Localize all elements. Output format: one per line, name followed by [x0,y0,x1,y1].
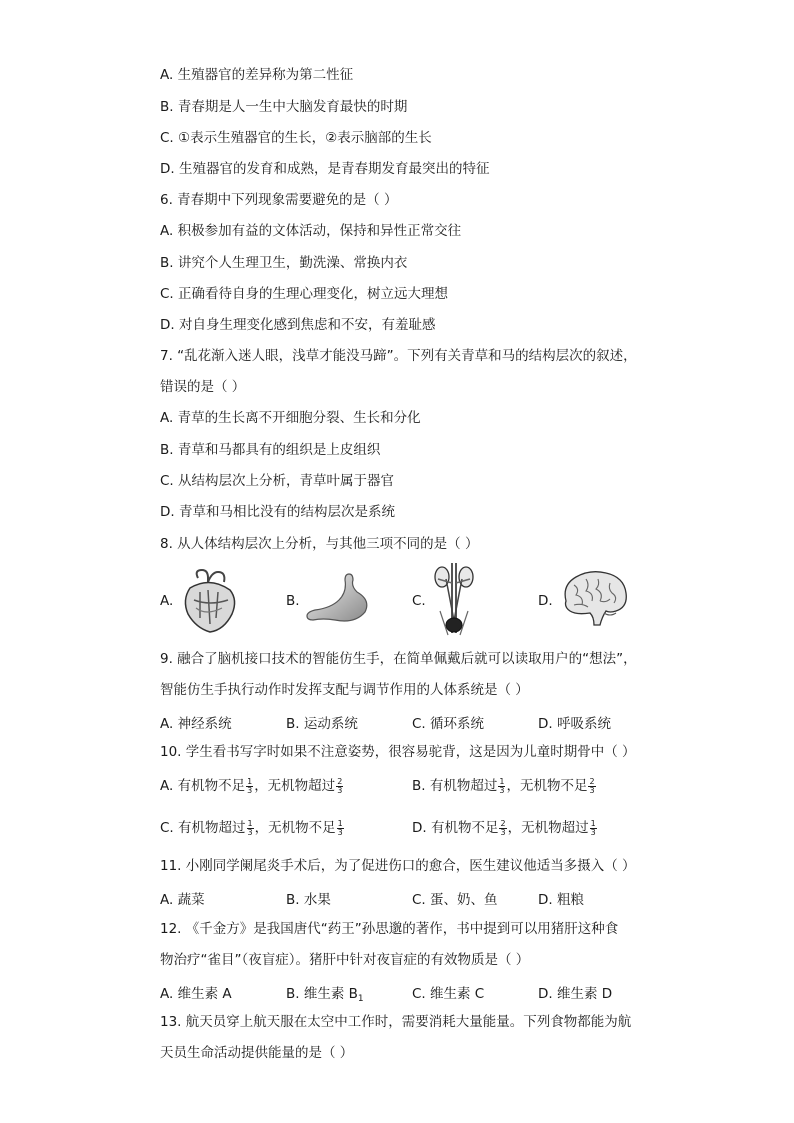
q7-option-a: A. 青草的生长离不开细胞分裂、生长和分化 [160,410,421,426]
q9-option-a: A. 神经系统 [160,716,232,732]
q9-stem-line1: 9. 融合了脑机接口技术的智能仿生手，在简单佩戴后就可以读取用户的“想法”， [160,651,637,667]
q9-option-d: D. 呼吸系统 [538,716,611,732]
fraction-one-third: $\frac{1}{3}$ [590,818,596,837]
q9-option-c: C. 循环系统 [412,716,485,732]
q12-option-a: A. 维生素 A [160,986,232,1002]
stomach-icon [305,572,377,624]
q7-option-c: C. 从结构层次上分析，青草叶属于器官 [160,473,395,489]
q10-option-c: C. 有机物超过 $\frac{1}{3}$ ，无机物不足 $\frac{1}{3}$ [160,818,343,837]
q9-option-b: B. 运动系统 [286,716,358,732]
heart-icon [180,568,240,634]
q12-stem-line2: 物治疗“雀目”（夜盲症）。猪肝中针对夜盲症的有效物质是（ ） [160,952,530,968]
q10-option-d: D. 有机物不足 $\frac{2}{3}$ ，无机物超过 $\frac{1}{3}$ [412,818,596,837]
fraction-one-third: $\frac{1}{3}$ [247,776,253,795]
q12-option-c: C. 维生素 C [412,986,485,1002]
q9-stem-line2: 智能仿生手执行动作时发挥支配与调节作用的人体系统是（ ） [160,682,529,698]
q6-stem: 6. 青春期中下列现象需要避免的是（ ） [160,192,398,208]
q11-option-c: C. 蛋、奶、鱼 [412,892,498,908]
q8-stem: 8. 从人体结构层次上分析，与其他三项不同的是（ ） [160,536,479,552]
q7-option-d: D. 青草和马相比没有的结构层次是系统 [160,504,395,520]
q13-stem-line2: 天员生命活动提供能量的是（ ） [160,1045,354,1061]
fraction-one-third: $\frac{1}{3}$ [337,818,343,837]
q6-option-a: A. 积极参加有益的文体活动，保持和异性正常交往 [160,223,462,239]
q6-option-b: B. 讲究个人生理卫生，勤洗澡、常换内衣 [160,255,408,271]
q13-stem-line1: 13. 航天员穿上航天服在太空中工作时，需要消耗大量能量。下列食物都能为航 [160,1014,632,1030]
q10-option-a: A. 有机物不足 $\frac{1}{3}$ ，无机物超过 $\frac{2}{3}$ [160,776,343,795]
q5-option-b: B. 青春期是人一生中大脑发育最快的时期 [160,99,408,115]
q8-option-a-label: A. [160,593,174,609]
q12-option-d: D. 维生素 D [538,986,613,1002]
q10-option-b: B. 有机物超过 $\frac{1}{3}$ ，无机物不足 $\frac{2}{3}$ [412,776,595,795]
q7-stem-line2: 错误的是（ ） [160,379,246,395]
fraction-two-thirds: $\frac{2}{3}$ [337,776,343,795]
q6-option-c: C. 正确看待自身的生理心理变化，树立远大理想 [160,286,449,302]
q12-option-b: B. 维生素 $B_1$ [286,986,364,1004]
fraction-one-third: $\frac{1}{3}$ [499,776,505,795]
q8-option-d-label: D. [538,593,553,609]
q7-option-b: B. 青草和马都具有的组织是上皮组织 [160,442,381,458]
q10-stem: 10. 学生看书写字时如果不注意姿势，很容易驼背，这是因为儿童时期骨中（ ） [160,744,636,760]
q8-option-c-label: C. [412,593,426,609]
q5-option-c: C. ①表示生殖器官的生长，②表示脑部的生长 [160,130,432,146]
urinary-system-icon [432,563,476,637]
brain-icon [560,571,628,629]
q11-option-b: B. 水果 [286,892,331,908]
q5-option-d: D. 生殖器官的发育和成熟，是青春期发育最突出的特征 [160,161,490,177]
q11-stem: 11. 小刚同学阑尾炎手术后，为了促进伤口的愈合，医生建议他适当多摄入（ ） [160,858,636,874]
fraction-two-thirds: $\frac{2}{3}$ [589,776,595,795]
q8-option-b-label: B. [286,593,300,609]
q6-option-d: D. 对自身生理变化感到焦虑和不安，有羞耻感 [160,317,436,333]
q5-option-a: A. 生殖器官的差异称为第二性征 [160,67,354,83]
fraction-one-third: $\frac{1}{3}$ [247,818,253,837]
q12-stem-line1: 12. 《千金方》是我国唐代“药王”孙思邈的著作，书中提到可以用猪肝这种食 [160,921,619,937]
q11-option-a: A. 蔬菜 [160,892,205,908]
q7-stem-line1: 7. “乱花渐入迷人眼，浅草才能没马蹄”。下列有关青草和马的结构层次的叙述， [160,348,637,364]
q11-option-d: D. 粗粮 [538,892,584,908]
fraction-two-thirds: $\frac{2}{3}$ [500,818,506,837]
